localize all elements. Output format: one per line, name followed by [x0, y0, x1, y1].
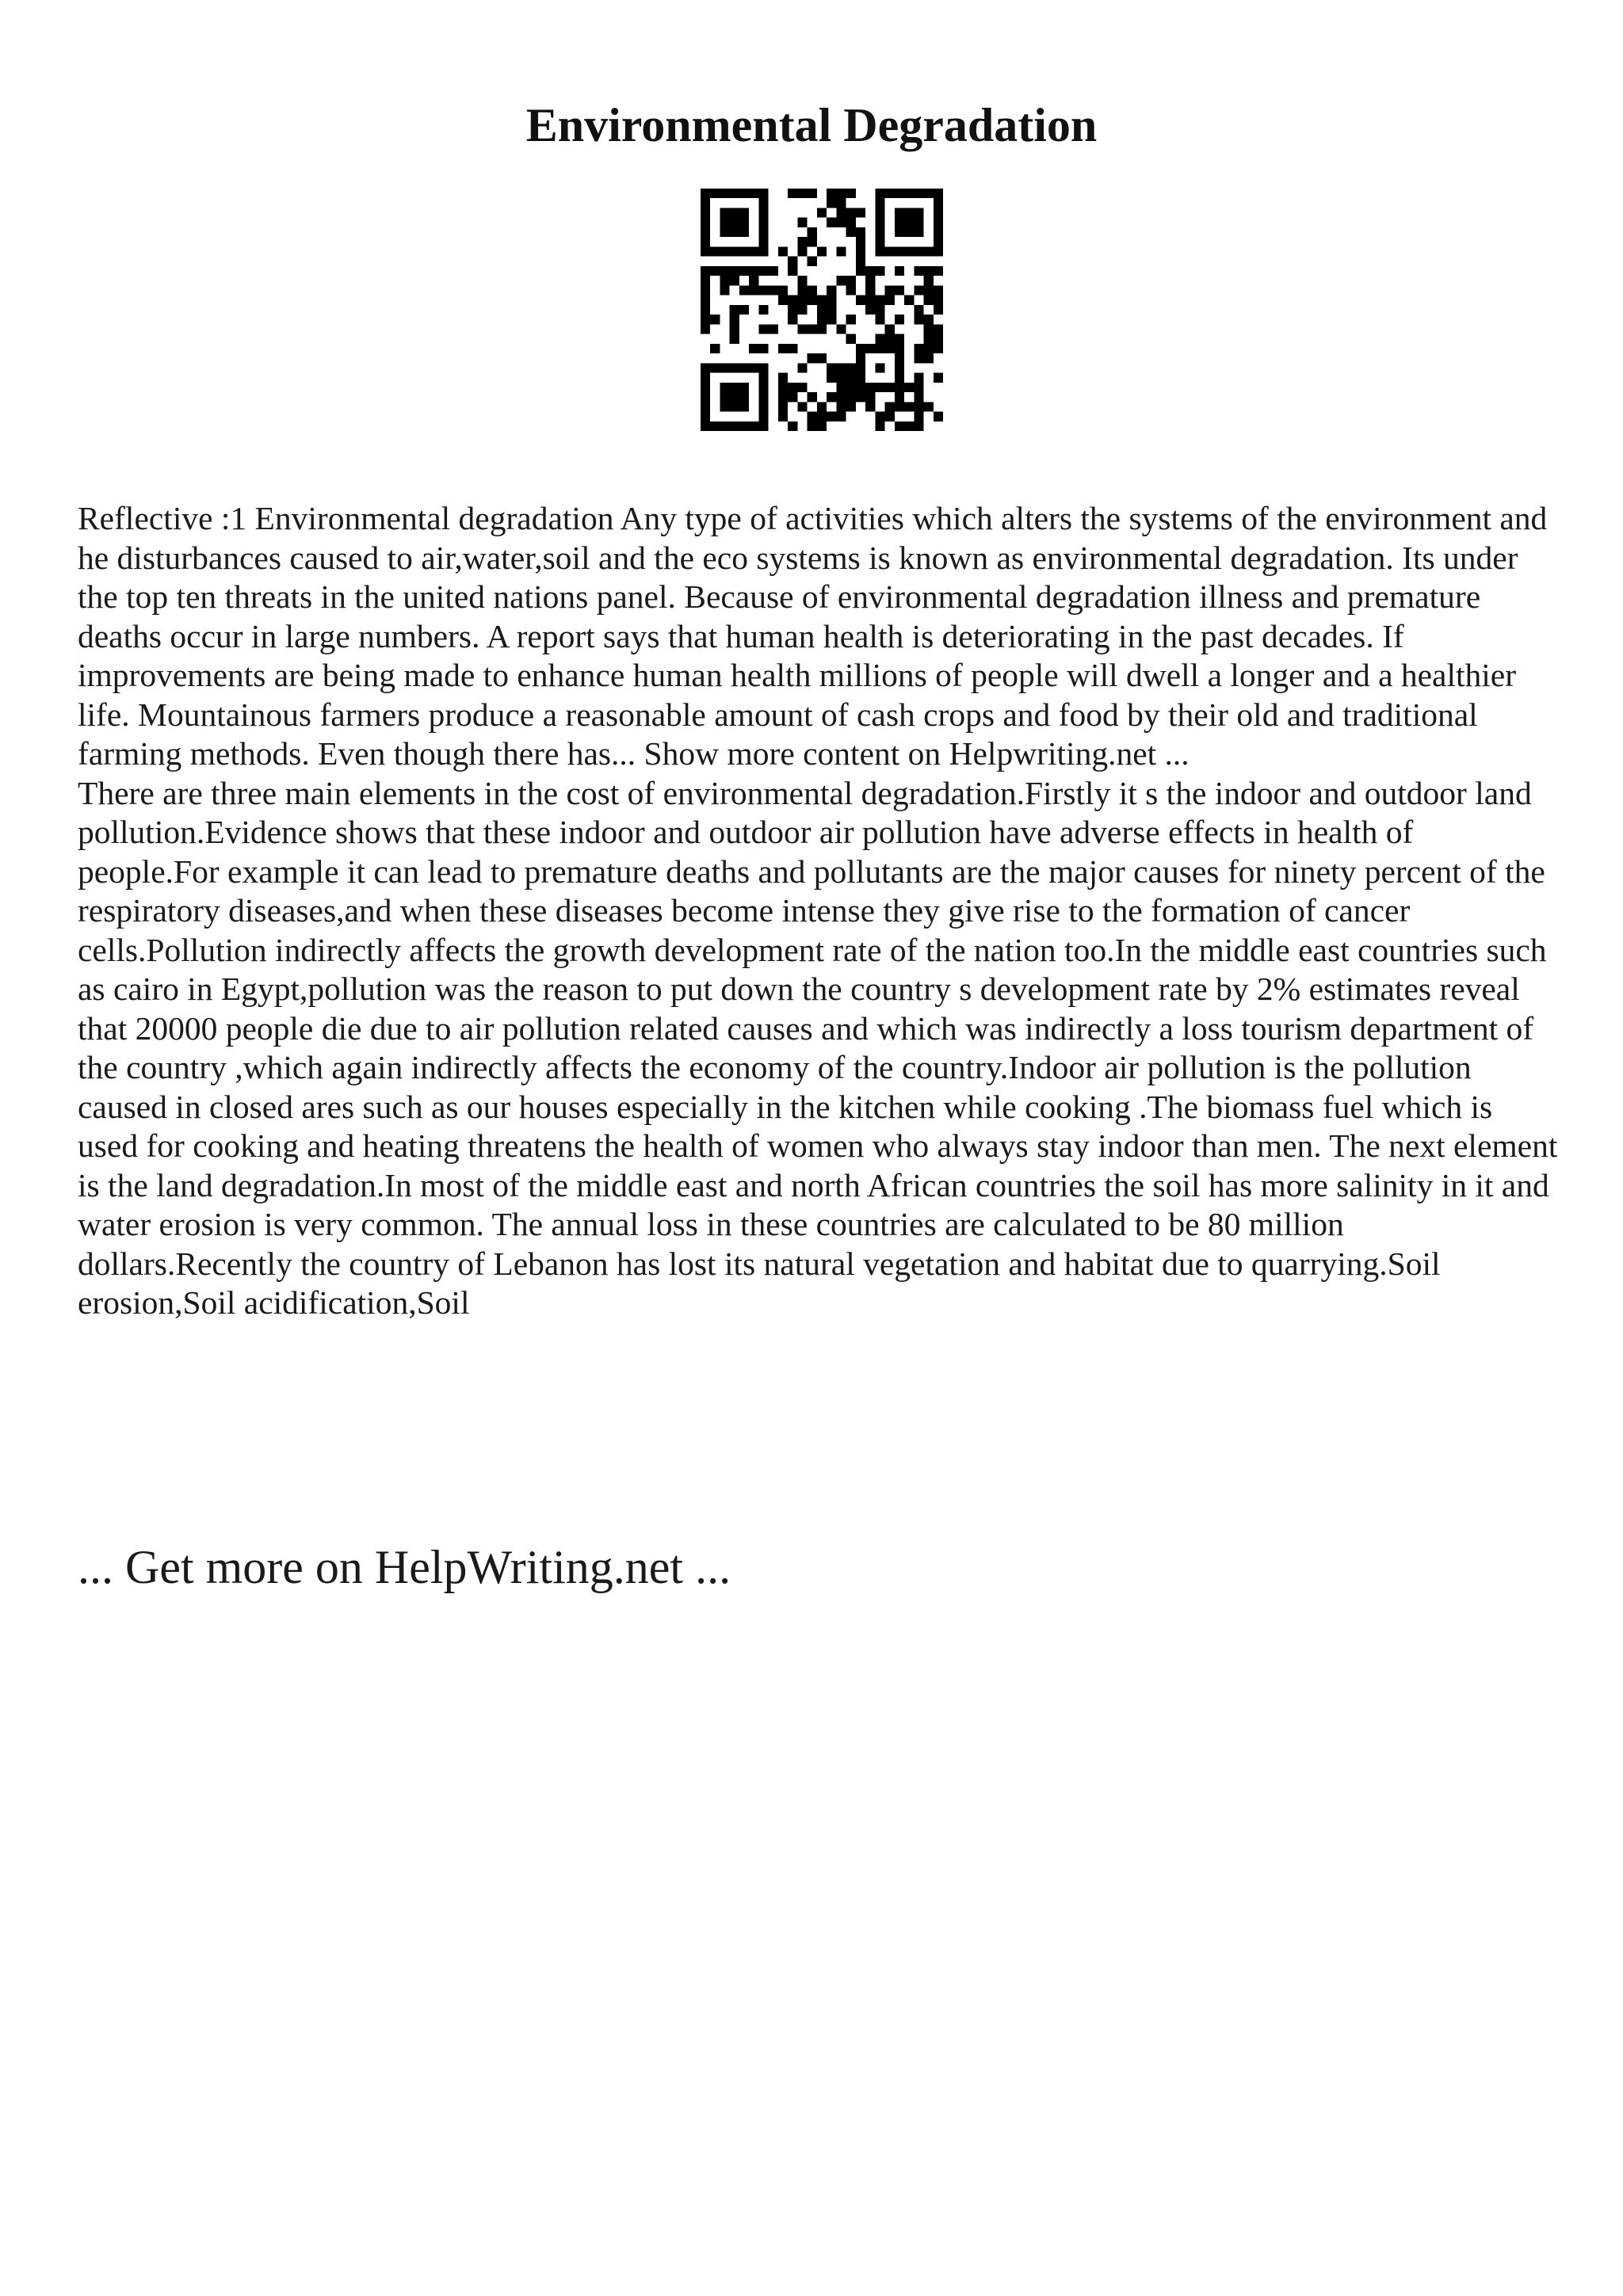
page-title: Environmental Degradation [525, 99, 1098, 151]
qr-code-icon [701, 189, 943, 431]
get-more-link[interactable]: ... Get more on HelpWriting.net ... [78, 1541, 731, 1593]
paragraph-1: Reflective :1 Environmental degradation Any type of activities which alters the systems of the environment and he disturbances caused to air,water,soil and the eco systems is known as environmental degradation. Its under the top ten threats in the united nations panel. Because of environmental degradation illness and premature deaths occur in large numbers. A report says that human health is deteriorating in the past decades. If improvements are being made to enhance human health millions of people will dwell a longer and a healthier life. Mountainous farmers produce a reasonable amount of cash crops and food by their old and traditional farming methods. Even though there has... Show more content on Helpwriting.net ... [78, 500, 1548, 772]
qr-code [701, 189, 943, 431]
paragraph-2: There are three main elements in the cost of environmental degradation.Firstly it s the indoor and outdoor land pollution.Evidence shows that these indoor and outdoor air pollution have adverse effects in health of people.For example it can lead to premature deaths and pollutants are the major causes for ninety percent of the respiratory diseases,and when these diseases become intense they give rise to the formation of cancer cells.Pollution indirectly affects the growth development rate of the nation too.In the middle east countries such as cairo in Egypt,pollution was the reason to put down the country s development rate by 2% estimates reveal that 20000 people die due to air pollution related causes and which was indirectly a loss tourism department of the country ,which again indirectly affects the economy of the country.Indoor air pollution is the pollution caused in closed ares such as our houses especially in the kitchen while cooking .The biomass fuel which is used for cooking and heating threatens the health of women who always stay indoor than men. The next element is the land degradation.In most of the middle east and north African countries the soil has more salinity in it and water erosion is very common. The annual loss in these countries are calculated to be 80 million dollars.Recently the country of Lebanon has lost its natural vegetation and habitat due to quarrying.Soil erosion,Soil acidification,Soil [78, 774, 1558, 1321]
article-body [78, 499, 1560, 1323]
